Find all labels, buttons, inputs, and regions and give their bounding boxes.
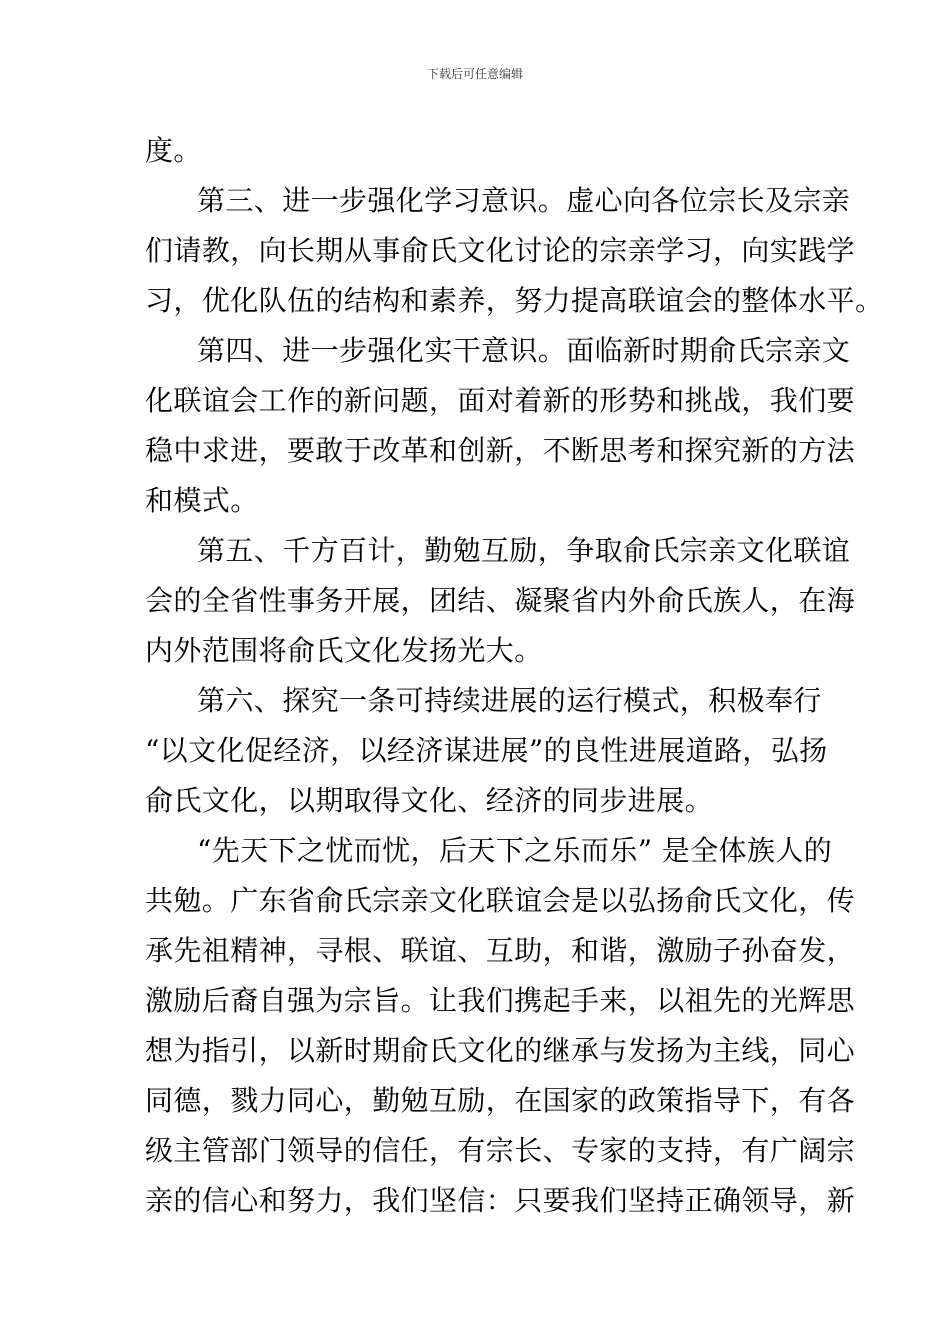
text-line: 习，优化队伍的结构和素养，努力提高联谊会的整体水平。 xyxy=(145,284,884,317)
text-line: 和模式。 xyxy=(145,484,259,517)
text-line: 稳中求进，要敢于改革和创新，不断思考和探究新的方法 xyxy=(145,434,856,467)
text-line: 第三、进一步强化学习意识。虚心向各位宗长及宗亲 xyxy=(197,184,851,217)
text-line: 度。 xyxy=(145,134,202,167)
text-line: 想为指引，以新时期俞氏文化的继承与发扬为主线，同心 xyxy=(145,1034,856,1067)
page-header: 下载后可任意编辑 xyxy=(426,67,523,81)
text-line: 内外范围将俞氏文化发扬光大。 xyxy=(145,634,543,667)
text-line: 第五、千方百计，勤勉互励，争取俞氏宗亲文化联谊 xyxy=(197,534,851,567)
text-line: 们请教，向长期从事俞氏文化讨论的宗亲学习，向实践学 xyxy=(145,234,856,267)
text-line: 亲的信心和努力，我们坚信：只要我们坚持正确领导，新 xyxy=(145,1184,856,1217)
text-line: 化联谊会工作的新问题，面对着新的形势和挑战，我们要 xyxy=(145,384,856,417)
document-body xyxy=(145,126,884,1226)
text-line: 共勉。广东省俞氏宗亲文化联谊会是以弘扬俞氏文化，传 xyxy=(145,884,856,917)
text-line: 第四、进一步强化实干意识。面临新时期俞氏宗亲文 xyxy=(197,334,851,367)
text-line: 俞氏文化，以期取得文化、经济的同步进展。 xyxy=(145,784,714,817)
text-line: 第六、探究一条可持续进展的运行模式，积极奉行 xyxy=(197,684,822,717)
text-line: 同德，戮力同心，勤勉互励，在国家的政策指导下，有各 xyxy=(145,1084,856,1117)
text-line: 承先祖精神，寻根、联谊、互助，和谐，激励子孙奋发， xyxy=(145,934,856,967)
text-line: “先天下之忧而忧，后天下之乐而乐” 是全体族人的 xyxy=(197,834,833,867)
text-line: 级主管部门领导的信任，有宗长、专家的支持，有广阔宗 xyxy=(145,1134,856,1167)
text-line: 激励后裔自强为宗旨。让我们携起手来，以祖先的光辉思 xyxy=(145,984,856,1017)
text-line: “以文化促经济，以经济谋进展”的良性进展道路，弘扬 xyxy=(145,734,828,767)
text-line: 会的全省性事务开展，团结、凝聚省内外俞氏族人，在海 xyxy=(145,584,856,617)
